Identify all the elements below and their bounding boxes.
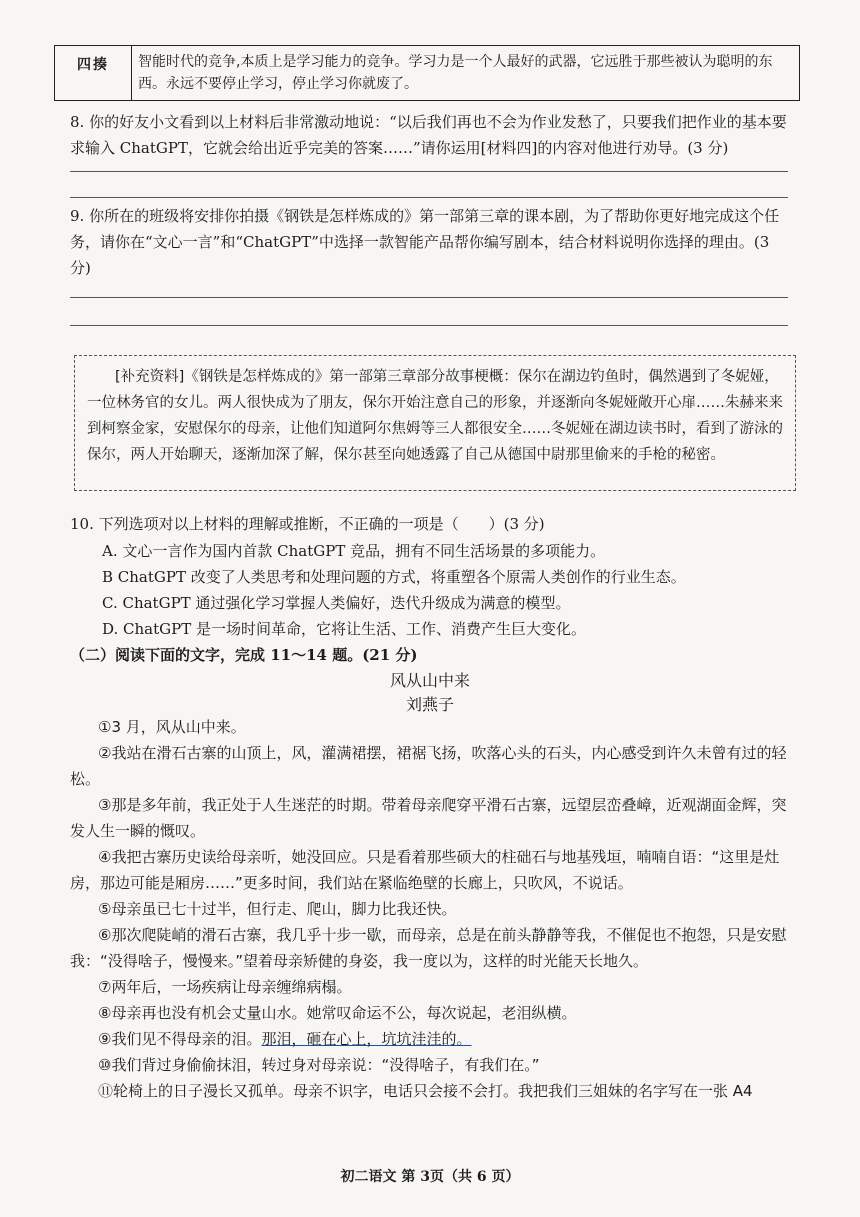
question-9: 9. 你所在的班级将安排你拍摄《钢铁是怎样炼成的》第一部第三章的课本剧，为了帮助你更好地完成这个任务，请你在“文心一言”和“ChatGPT”中选择一款智能产品帮你编写剧本，结合材料说明你选择的理由。(3 分) (70, 207, 780, 277)
article-author: 刘燕子 (405, 695, 454, 714)
answer-line (70, 171, 788, 172)
underlined-sentence: 那泪，砸在心上，坑坑洼洼的。 (261, 1030, 472, 1048)
article-paragraph: ⑩我们背过身偷偷抹泪，转过身对母亲说：“没得啥子，有我们在。” (98, 1056, 540, 1074)
option-c: C. ChatGPT 通过强化学习掌握人类偏好，迭代升级成为满意的模型。 (102, 594, 571, 612)
material-four-table (54, 45, 800, 101)
answer-line (70, 197, 788, 198)
article-paragraph: ①3 月，风从山中来。 (98, 718, 246, 736)
page-footer: 初二语文 第 3页（共 6 页） (340, 1169, 520, 1185)
option-d: D. ChatGPT 是一场时间革命，它将让生活、工作、消费产生巨大变化。 (102, 620, 586, 638)
article-paragraph: ④我把古寨历史读给母亲听，她没回应。只是看着那些硕大的柱础石与地基残垣，喃喃自语：“这里是灶房，那边可能是厢房……”更多时间，我们站在紧临绝壁的长廊上，只吹风，不说话。 (70, 848, 780, 892)
article-title: 风从山中来 (389, 671, 470, 690)
article-paragraph: ⑪轮椅上的日子漫长又孤单。母亲不识字，电话只会接不会打。我把我们三姐妹的名字写在一张 A4 (98, 1082, 753, 1100)
option-a: A. 文心一言作为国内首款 ChatGPT 竞品，拥有不同生活场景的多项能力。 (102, 542, 606, 560)
supplement-box (74, 355, 796, 491)
article-paragraph: ⑧母亲再也没有机会丈量山水。她常叹命运不公，每次说起，老泪纵横。 (98, 1004, 577, 1022)
question-10-stem: 10. 下列选项对以上材料的理解或推断，不正确的一项是（ ）(3 分) (70, 515, 545, 533)
article-paragraph: ②我站在滑石古寨的山顶上，风，灌满裙摆，裙裾飞扬，吹落心头的石头，内心感受到许久未曾有过的轻松。 (70, 744, 787, 788)
article-paragraph: ⑦两年后，一场疾病让母亲缠绵病榻。 (98, 978, 352, 996)
answer-line (70, 297, 788, 298)
article-paragraph: ③那是多年前，我正处于人生迷茫的时期。带着母亲爬穿平滑石古寨，远望层峦叠嶂，近观湖面金辉，突发人生一瞬的慨叹。 (70, 796, 787, 840)
question-8: 8. 你的好友小文看到以上材料后非常激动地说：“以后我们再也不会为作业发愁了，只要我们把作业的基本要求输入 ChatGPT，它就会给出近乎完美的答案……”请你运用[材料四]的内容对他进行劝导。(3 分) (70, 113, 787, 157)
option-b: B ChatGPT 改变了人类思考和处理问题的方式，将重塑各个原需人类创作的行业生态。 (102, 568, 686, 586)
section-heading: （二）阅读下面的文字，完成 11～14 题。(21 分) (70, 646, 418, 664)
supplement-text: [补充资料]《钢铁是怎样炼成的》第一部第三章部分故事梗概：保尔在湖边钓鱼时，偶然遇到了冬妮娅，一位林务官的女儿。两人很快成为了朋友，保尔开始注意自己的形象，并逐渐向冬妮娅敞开心扉……朱赫来来到柯察金家，安慰保尔的母亲，让他们知道阿尔焦姆等三人都很安全……冬妮娅在湖边读书时，看到了游泳的保尔，两人开始聊天，逐渐加深了解，保尔甚至向她透露了自己从德国中尉那里偷来的手枪的秘密。 (87, 369, 783, 463)
article-paragraph: ⑥那次爬陡峭的滑石古寨，我几乎十步一歇，而母亲，总是在前头静静等我，不催促也不抱怨，只是安慰我：“没得啥子，慢慢来。”望着母亲矫健的身姿，我一度以为，这样的时光能天长地久。 (70, 926, 787, 970)
answer-line (70, 325, 788, 326)
article-paragraph: ⑨我们见不得母亲的泪。那泪，砸在心上，坑坑洼洼的。 (98, 1030, 472, 1048)
article-paragraph: ⑤母亲虽已七十过半，但行走、爬山，脚力比我还快。 (98, 900, 457, 918)
material-label: 四揍 (55, 46, 132, 100)
material-text: 智能时代的竞争,本质上是学习能力的竞争。学习力是一个人最好的武器，它远胜于那些被认为聪明的东西。永远不要停止学习，停止学习你就废了。 (138, 54, 773, 92)
